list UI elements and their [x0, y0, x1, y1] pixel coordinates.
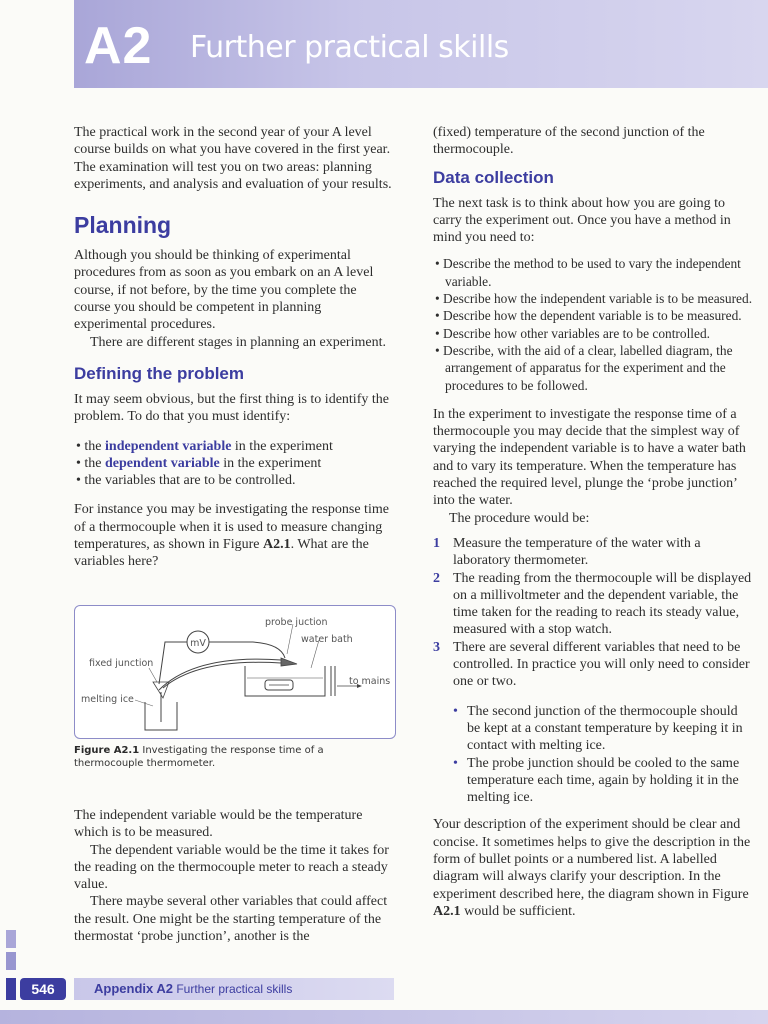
edge-tab [6, 978, 16, 1000]
other-variables-paragraph: There maybe several other variables that could affect the result. One might be the starting temperature of the thermostat ‘probe junction’, another is the [74, 894, 388, 945]
list-item: • The probe junction should be cooled to the same temperature each time, again by holding it in the melting ice. [463, 755, 753, 807]
variables-list [74, 438, 394, 490]
probe-junction-label: probe juction [265, 617, 328, 628]
list-item: 2 The reading from the thermocouple will be displayed on a millivoltmeter and the dependent variable, the time taken for the reading to reach its steady value, measured with a stop watch. [433, 570, 752, 638]
experiment-paragraph: In the experiment to investigate the response time of a thermocouple you may decide that the simplest way of varying the independent variable is to have a water bath and to vary its temperature. When the temperature has reached the required level, plunge the ‘probe junction’ into the water. [433, 406, 746, 509]
control-bullets [433, 703, 753, 807]
defining-paragraph: It may seem obvious, but the first thing is to identify the problem. To do that you must identify: [74, 391, 389, 425]
planning-paragraph-1: Although you should be thinking of experimental procedures from as soon as you embark on an A level course, if not before, by the time you complete the course you should be competent in planning experimental procedures. [74, 248, 374, 333]
water-bath-label: water bath [301, 634, 353, 645]
figure-box [74, 605, 396, 739]
meter-label: mV [190, 638, 206, 649]
list-item: • Describe how other variables are to be controlled. [433, 325, 753, 342]
continued-paragraph: (fixed) temperature of the second junction of the thermocouple. [433, 125, 705, 158]
planning-heading: Planning [74, 212, 172, 239]
planning-paragraph-2: There are different stages in planning an experiment. [90, 334, 386, 350]
melting-ice-label: melting ice [81, 694, 134, 705]
running-footer [94, 981, 292, 997]
intro-paragraph: The practical work in the second year of your A level course builds on what you have covered in the first year. The examination will test you on two areas: planning experiments, and analysis and evaluation of your results. [74, 125, 392, 192]
footer-title: Further practical skills [172, 982, 293, 996]
data-collection-heading: Data collection [433, 167, 554, 187]
caption-label: Figure A2.1 [74, 745, 140, 756]
keyword-independent: independent variable [105, 438, 232, 454]
dependent-paragraph: The dependent variable would be the time it takes for the reading on the thermocouple meter to reach a steady value. [74, 842, 389, 893]
thermocouple-diagram [75, 606, 395, 738]
list-item: • the dependent variable in the experiment [74, 455, 394, 472]
list-item: • Describe how the dependent variable is to be measured. [433, 307, 753, 324]
step-number: 1 [433, 535, 440, 551]
list-item: • the independent variable in the experiment [74, 438, 394, 455]
fixed-junction-label: fixed junction [89, 658, 154, 669]
defining-heading: Defining the problem [74, 363, 244, 383]
left-column-lower [74, 807, 394, 945]
list-item: • Describe the method to be used to vary the independent variable. [433, 255, 753, 290]
probe-junction-icon [281, 658, 297, 666]
procedure-steps [433, 535, 753, 691]
wire [159, 642, 187, 684]
wire [159, 659, 281, 690]
list-item: 1 Measure the temperature of the water with a laboratory thermometer. [433, 535, 701, 569]
to-mains-label: to mains [349, 676, 391, 687]
appendix-label: Appendix A2 [94, 981, 173, 996]
list-item: 3 There are several different variables that need to be controlled. In practice you will only need to consider one or two. [433, 639, 750, 690]
list-item: • the variables that are to be controlled. [74, 472, 394, 489]
final-paragraph: Your description of the experiment should be clear and concise. It sometimes helps to give the description in the form of bullet points or a numbered list. A labelled diagram will always clarify your description. In the experiment described here, the diagram shown in Figure A2.1 would be sufficient. [433, 817, 751, 919]
procedure-intro: The procedure would be: [449, 510, 590, 526]
keyword-dependent: dependent variable [105, 455, 220, 471]
edge-tab [6, 930, 16, 948]
step-number: 2 [433, 570, 440, 586]
page-number: 546 [20, 978, 66, 1000]
chapter-title: Further practical skills [190, 30, 509, 65]
figure-reference: A2.1 [433, 903, 461, 919]
list-item: • Describe how the independent variable is to be measured. [433, 290, 753, 307]
independent-paragraph: The independent variable would be the temperature which is to be measured. [74, 808, 363, 841]
wire [209, 642, 285, 658]
wire [163, 662, 281, 688]
left-column [74, 124, 394, 571]
data-collection-paragraph: The next task is to think about how you are going to carry the experiment out. Once you have a method in mind you need to: [433, 195, 731, 246]
step-number: 3 [433, 639, 440, 655]
list-item: • The second junction of the thermocouple should be kept at a constant temperature by keeping it in contact with melting ice. [463, 703, 753, 755]
right-column [433, 124, 753, 920]
figure-reference: A2.1 [262, 537, 291, 553]
edge-tab [6, 952, 16, 970]
method-bullets [433, 255, 753, 393]
bottom-strip [0, 1010, 768, 1024]
list-item: • Describe, with the aid of a clear, labelled diagram, the arrangement of apparatus for the experiment and the procedures to be followed. [433, 342, 753, 394]
instance-paragraph: For instance you may be investigating the response time of a thermocouple when it is used to measure changing temperatures, as shown in Figure A2.1. What are the variables here? [74, 502, 389, 570]
chapter-code: A2 [84, 17, 153, 75]
water-bath-icon [245, 666, 325, 696]
figure-caption: Figure A2.1 Investigating the response time of a thermocouple thermometer. [74, 745, 324, 769]
